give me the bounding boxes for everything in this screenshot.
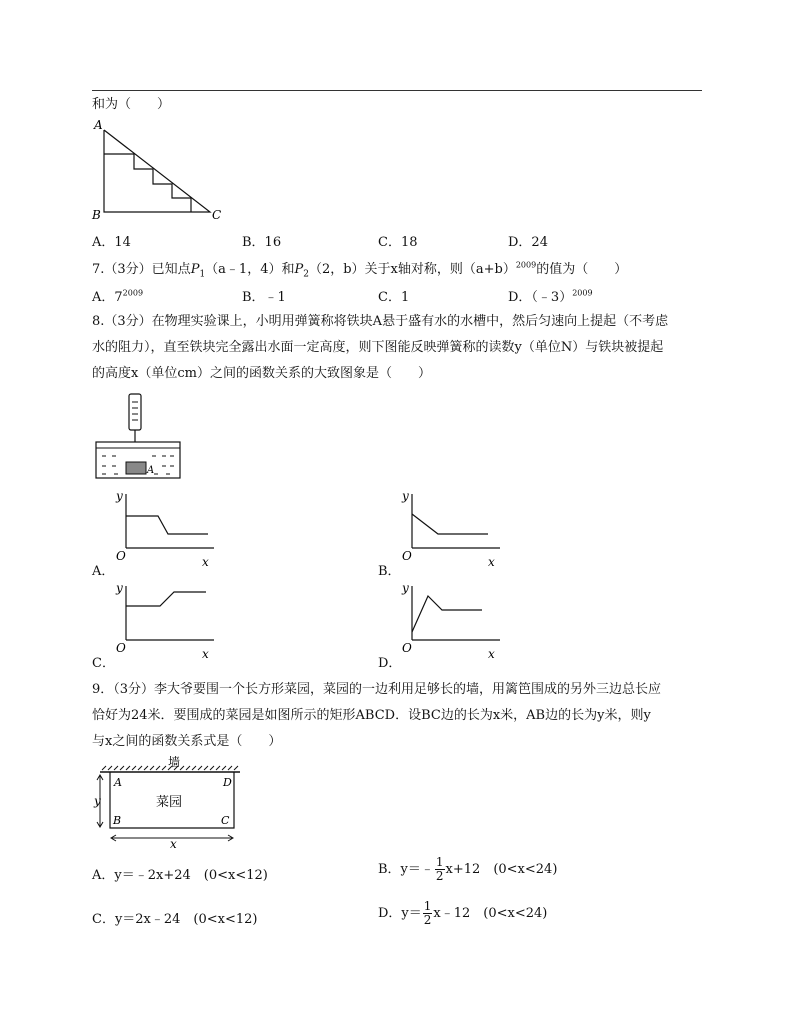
- q9-option-a: A．y＝﹣2x+24 (0<x<12): [92, 868, 268, 883]
- svg-text:x: x: [488, 555, 495, 568]
- q7-option-b: B．﹣1: [242, 290, 286, 305]
- wall-label: 墙: [168, 756, 181, 769]
- vertex-a-label: A: [94, 118, 103, 132]
- q8-graph-a: [112, 488, 222, 568]
- svg-text:C: C: [221, 814, 230, 827]
- svg-text:O: O: [116, 641, 126, 655]
- q8-graph-c: [112, 580, 222, 660]
- q8-option-a-label: A．: [92, 564, 115, 579]
- question-8-line-1: 8.（3分）在物理实验课上，小明用弹簧称将铁块A悬于盛有水的水槽中，然后匀速向上提起（不考虑: [92, 314, 669, 329]
- question-8-line-3: 的高度x（单位cm）之间的函数关系的大致图象是（ ）: [92, 366, 431, 381]
- question-9-line-1: 9．（3分）李大爷要围一个长方形菜园，菜园的一边利用足够长的墙，用篱笆围成的另外三边总长应: [92, 682, 662, 697]
- svg-text:x: x: [170, 837, 177, 850]
- svg-text:x: x: [202, 555, 209, 568]
- svg-text:A: A: [114, 776, 122, 789]
- staircase-triangle-figure: [90, 116, 230, 224]
- q7-option-d: D．（﹣3）$^{2009}$: [508, 288, 593, 305]
- q8-option-d-label: D．: [378, 656, 402, 671]
- q8-option-c-label: C．: [92, 656, 115, 671]
- svg-text:O: O: [402, 549, 412, 563]
- iron-block-label: A: [147, 465, 155, 476]
- q7-option-c: C．1: [378, 290, 410, 305]
- question-9-line-3: 与x之间的函数关系式是（ ）: [92, 734, 282, 749]
- rectangular-garden-figure: [92, 756, 242, 850]
- svg-text:B: B: [113, 814, 122, 827]
- svg-text:y: y: [116, 581, 123, 595]
- vertex-c-label: C: [212, 208, 222, 222]
- q9-option-c: C．y＝2x﹣24 (0<x<12): [92, 912, 258, 927]
- svg-text:D: D: [223, 776, 232, 789]
- q8-option-b-label: B．: [378, 564, 401, 579]
- q9-option-b: B．y＝﹣ $\frac{1}{2}$ x+12 (0<x<24): [378, 855, 558, 883]
- question-7-stem: 7.（3分）已知点$P_1(a﹣1$，4）和$P_2(2$，b）关于x轴对称，则$(a+b)^{2009}$的值为（ ）: [92, 260, 628, 280]
- svg-text:O: O: [402, 641, 412, 655]
- svg-text:y: y: [116, 489, 123, 503]
- question-8-line-2: 水的阻力），直至铁块完全露出水面一定高度，则下图能反映弹簧称的读数y（单位N）与铁块被提起: [92, 340, 664, 355]
- svg-text:y: y: [402, 489, 409, 503]
- q6-option-c: C．18: [378, 235, 418, 250]
- svg-text:y: y: [94, 794, 101, 808]
- garden-label: 菜园: [156, 795, 183, 810]
- svg-text:x: x: [202, 647, 209, 660]
- vertex-b-label: B: [92, 208, 101, 222]
- q9-option-d: D．y＝ $\frac{1}{2}$ x﹣12 (0<x<24): [378, 899, 548, 927]
- q6-option-d: D．24: [508, 235, 548, 250]
- svg-text:O: O: [116, 549, 126, 563]
- question-9-line-2: 恰好为24米．要围成的菜园是如图所示的矩形ABCD．设BC边的长为x米，AB边的长为y米，则y: [92, 708, 651, 723]
- q7-option-a: A．$7^{2009}$: [92, 288, 144, 305]
- svg-text:x: x: [488, 647, 495, 660]
- svg-text:y: y: [402, 581, 409, 595]
- header-rule: [92, 90, 702, 91]
- q6-option-a: A．14: [92, 235, 131, 250]
- spring-scale-water-tank-figure: [92, 392, 188, 484]
- q8-graph-b: [398, 488, 508, 568]
- question-6-stem-end: 和为（ ）: [92, 97, 171, 112]
- q6-option-b: B．16: [242, 235, 282, 250]
- q8-graph-d: [398, 580, 508, 660]
